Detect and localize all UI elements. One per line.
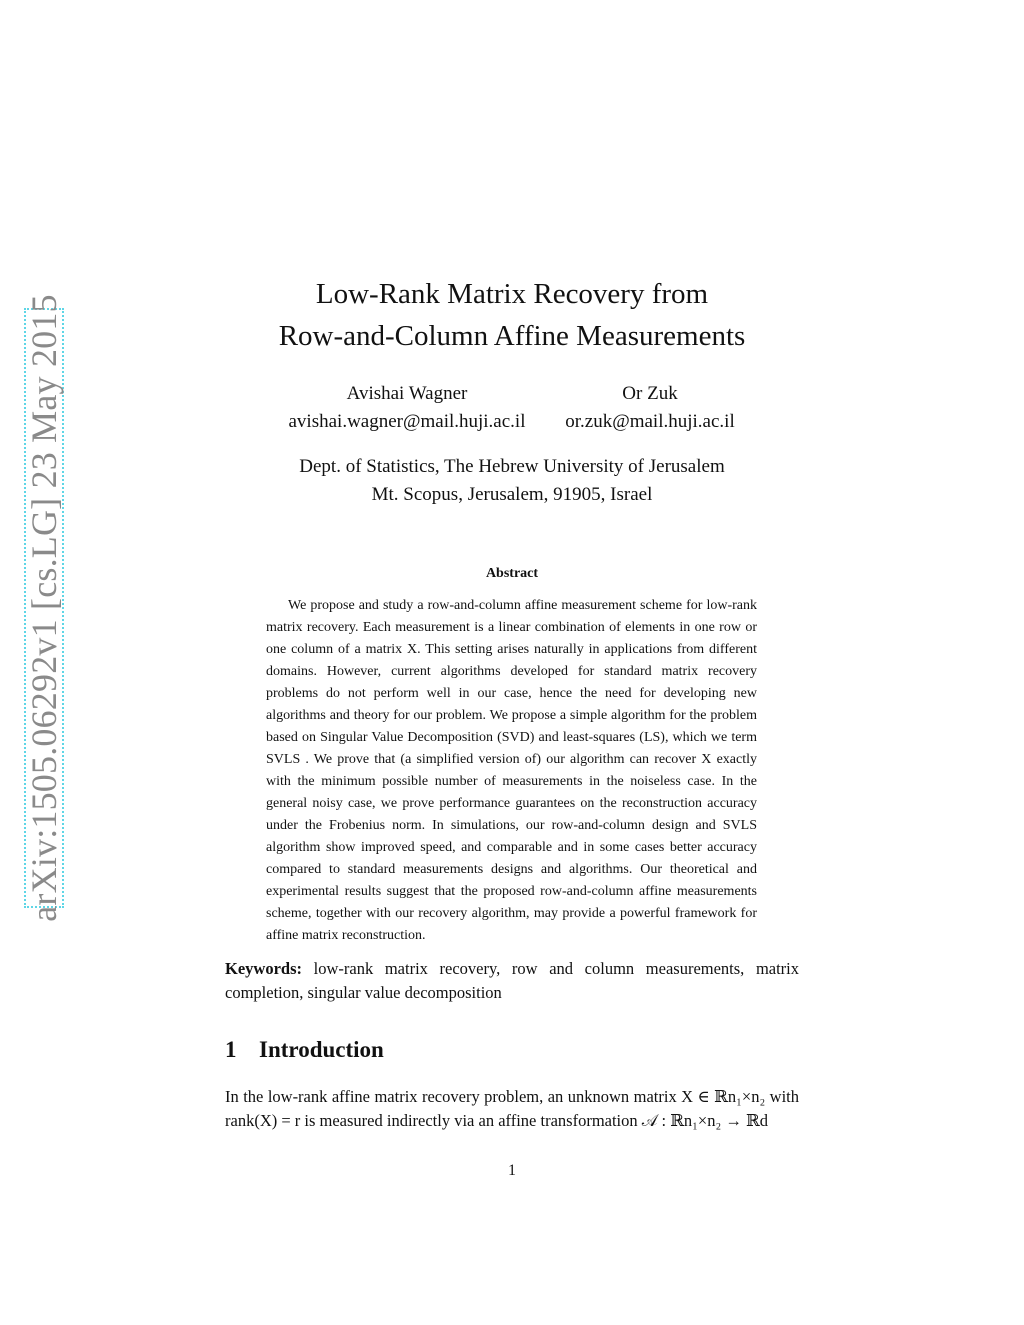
title-line-1: Low-Rank Matrix Recovery from [315,278,709,310]
affiliation-line-2: Mt. Scopus, Jerusalem, 91905, Israel [371,484,653,505]
section-heading [225,1037,384,1063]
keywords-text: low-rank matrix recovery, row and column measurements, matrix completion, singular value decomposition [225,959,800,1002]
affiliation [0,453,1024,509]
title-line-2: Row-and-Column Affine Measurements [278,320,746,352]
paper-title [0,273,1024,357]
author-email: or.zuk@mail.huji.ac.il [565,411,735,432]
arxiv-stamp [24,294,64,922]
affiliation-line-1: Dept. of Statistics, The Hebrew University of Jerusalem [299,456,725,477]
keywords-label: Keywords: [225,959,302,978]
page-number: 1 [508,1162,516,1179]
author-2 [550,380,750,436]
section-title: Introduction [259,1037,384,1062]
author-name: Or Zuk [622,383,678,404]
section-number: 1 [225,1037,237,1062]
author-email: avishai.wagner@mail.huji.ac.il [288,411,526,432]
author-1 [262,380,552,436]
abstract-heading: Abstract [485,566,539,581]
author-name: Avishai Wagner [346,383,468,404]
arxiv-id: arXiv:1505.06292v1 [cs.LG] 23 May 2015 [24,294,64,922]
abstract-text: We propose and study a row-and-column affine measurement scheme for low-rank matrix recovery. Each measurement is a linear combination of elements in one row or one column of a matrix X. This setting arises naturally in applications from different domains. However, current algorithms developed for standard matrix recovery problems do not perform well in our case, hence the need for developing new algorithms and theory for our problem. We propose a simple algorithm for the problem based on Singular Value Decomposition (SVD) and least-squares (LS), which we term SVLS . We prove that (a simplified version of) our algorithm can recover X exactly with the minimum possible number of measurements in the noiseless case. In the general noisy case, we prove performance guarantees on the reconstruction accuracy under the Frobenius norm. In simulations, our row-and-column design and SVLS algorithm show improved speed, and comparable and in some cases better accuracy compared to standard measurements designs and algorithms. Our theoretical and experimental results suggest that the proposed row-and-column affine measurements scheme, together with our recovery algorithm, may provide a powerful framework for affine matrix reconstruction. [266,598,757,943]
intro-paragraph: In the low-rank affine matrix recovery problem, an unknown matrix X ∈ ℝn₁×n₂ with rank(X) = r is measured indirectly via an affine transformation 𝒜 : ℝn₁×n₂ → ℝd [225,1087,799,1130]
keywords [225,957,799,1005]
